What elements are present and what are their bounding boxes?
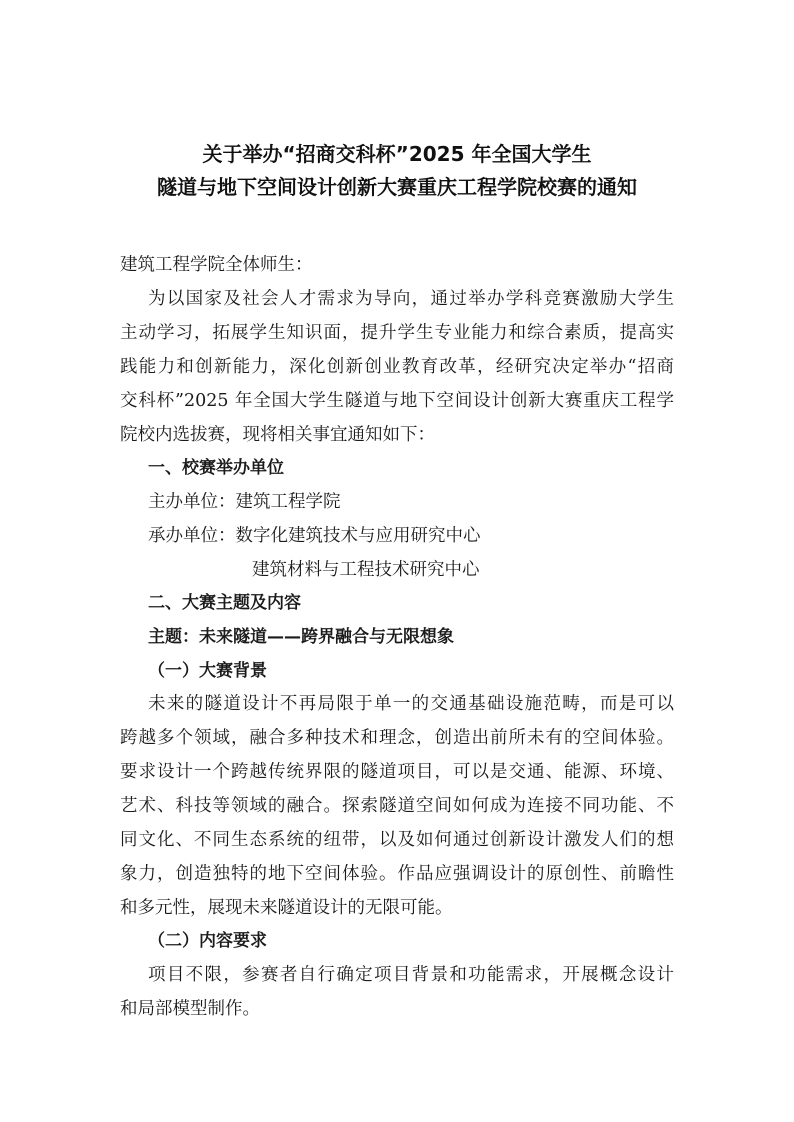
section-2-heading: 二、大赛主题及内容 xyxy=(148,593,301,613)
requirements-line: 和局部模型制作。 xyxy=(120,999,260,1019)
intro-line: 主动学习，拓展学生知识面，提升学生专业能力和综合素质，提高实 xyxy=(120,323,674,343)
requirements-heading: （二）内容要求 xyxy=(148,931,267,951)
intro-line: 为以国家及社会人才需求为导向，通过举办学科竞赛激励大学生 xyxy=(148,289,674,309)
background-line: 跨越多个领域，融合多种技术和理念，创造出前所未有的空间体验。 xyxy=(120,728,674,748)
organizer-unit-2: 建筑材料与工程技术研究中心 xyxy=(252,560,480,580)
organizer-unit: 承办单位：数字化建筑技术与应用研究中心 xyxy=(148,526,481,546)
intro-line: 院校内选拔赛，现将相关事宜通知如下： xyxy=(120,425,435,445)
requirements-line: 项目不限，参赛者自行确定项目背景和功能需求，开展概念设计 xyxy=(148,965,674,985)
intro-line: 交科杯”2025 年全国大学生隧道与地下空间设计创新大赛重庆工程学 xyxy=(120,391,674,411)
theme-line: 主题：未来隧道——跨界融合与无限想象 xyxy=(148,627,454,647)
document-title-line-1: 关于举办“招商交科杯”2025 年全国大学生 xyxy=(202,142,592,166)
background-line: 未来的隧道设计不再局限于单一的交通基础设施范畴，而是可以 xyxy=(148,694,674,714)
host-unit: 主办单位：建筑工程学院 xyxy=(148,492,341,512)
document-title-line-2: 隧道与地下空间设计创新大赛重庆工程学院校赛的通知 xyxy=(157,175,637,199)
intro-line: 践能力和创新能力，深化创新创业教育改革，经研究决定举办“招商 xyxy=(120,357,674,377)
background-heading: （一）大赛背景 xyxy=(148,661,267,681)
background-line: 艺术、科技等领域的融合。探索隧道空间如何成为连接不同功能、不 xyxy=(120,796,674,816)
salutation: 建筑工程学院全体师生： xyxy=(120,255,313,275)
background-line: 要求设计一个跨越传统界限的隧道项目，可以是交通、能源、环境、 xyxy=(120,762,674,782)
background-line: 和多元性，展现未来隧道设计的无限可能。 xyxy=(120,898,453,918)
background-line: 同文化、不同生态系统的纽带，以及如何通过创新设计激发人们的想 xyxy=(120,830,674,850)
background-line: 象力，创造独特的地下空间体验。作品应强调设计的原创性、前瞻性 xyxy=(120,864,674,884)
section-1-heading: 一、校赛举办单位 xyxy=(148,458,284,478)
